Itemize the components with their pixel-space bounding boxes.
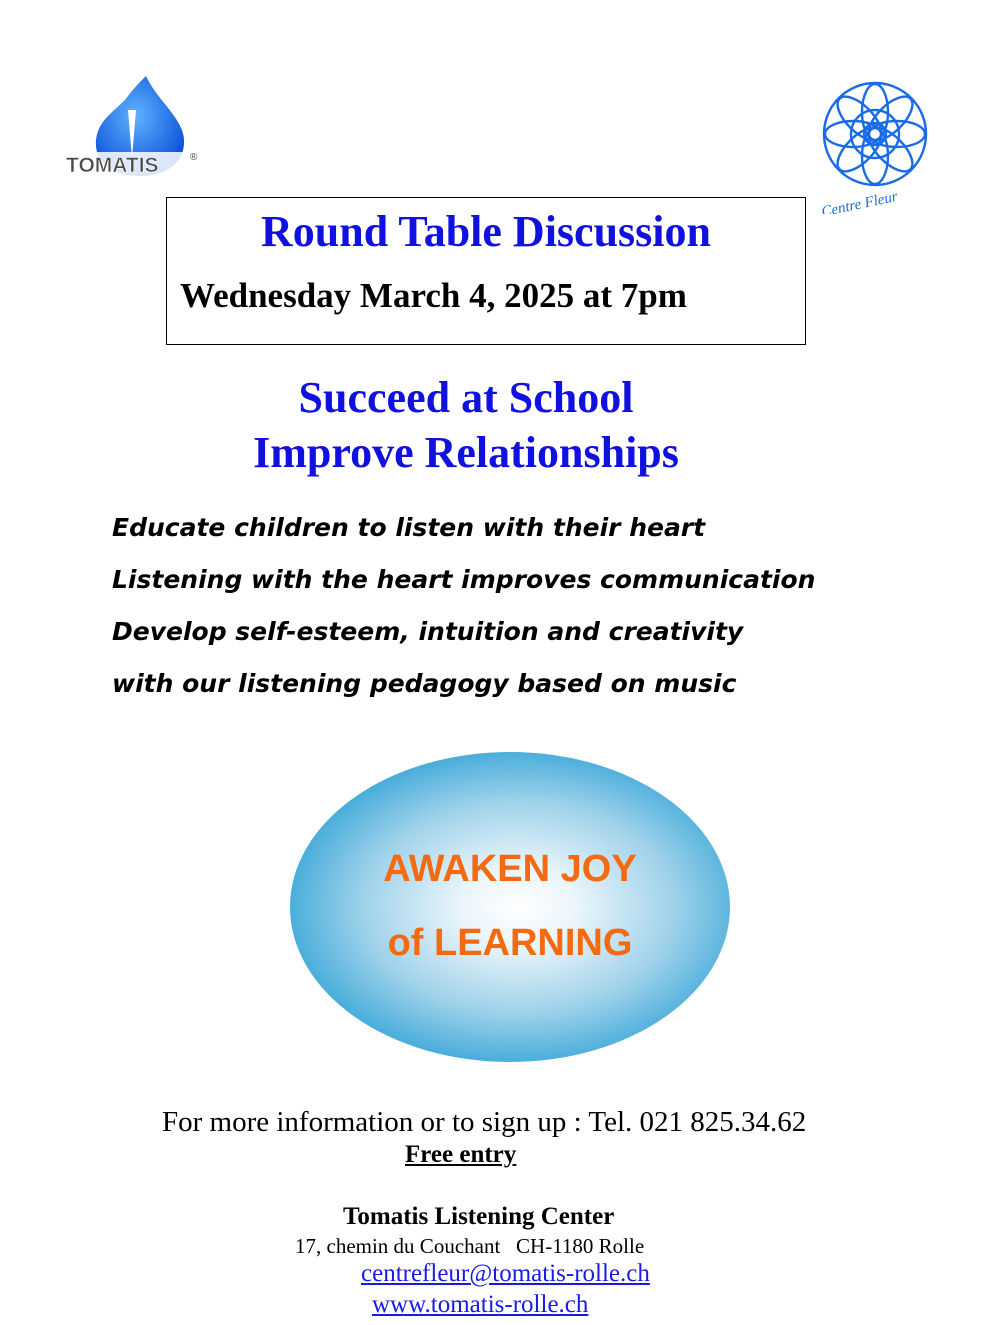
- tomatis-logo-text: TOMATIS: [66, 154, 159, 177]
- email-link[interactable]: centrefleur@tomatis-rolle.ch: [361, 1260, 650, 1287]
- centre-fleur-text: Centre Fleur: [820, 188, 900, 214]
- free-entry-label: Free entry: [405, 1141, 517, 1168]
- centre-fleur-logo: [812, 74, 944, 214]
- headline-succeed-at-school: Succeed at School: [298, 373, 634, 422]
- ellipse-line-awaken-joy: AWAKEN JOY: [383, 848, 637, 890]
- center-name: Tomatis Listening Center: [343, 1203, 615, 1230]
- awaken-joy-ellipse: [290, 752, 730, 1062]
- ellipse-line-of-learning: of LEARNING: [387, 922, 633, 964]
- website-link[interactable]: www.tomatis-rolle.ch: [372, 1291, 589, 1318]
- tagline: Develop self-esteem, intuition and creativity: [112, 617, 744, 646]
- svg-text:®: ®: [190, 152, 198, 163]
- contact-info: For more information or to sign up : Tel. 021 825.34.62: [162, 1106, 807, 1138]
- tomatis-logo: [62, 72, 207, 182]
- tagline: with our listening pedagogy based on music: [112, 669, 737, 698]
- event-title: Round Table Discussion: [261, 207, 711, 256]
- tagline: Educate children to listen with their heart: [112, 513, 706, 542]
- headline-improve-relationships: Improve Relationships: [253, 428, 679, 477]
- event-date: Wednesday March 4, 2025 at 7pm: [180, 276, 687, 315]
- center-address: 17, chemin du Couchant CH-1180 Rolle: [295, 1234, 645, 1258]
- event-title-box: [166, 197, 806, 345]
- tagline: Listening with the heart improves communication: [112, 565, 816, 594]
